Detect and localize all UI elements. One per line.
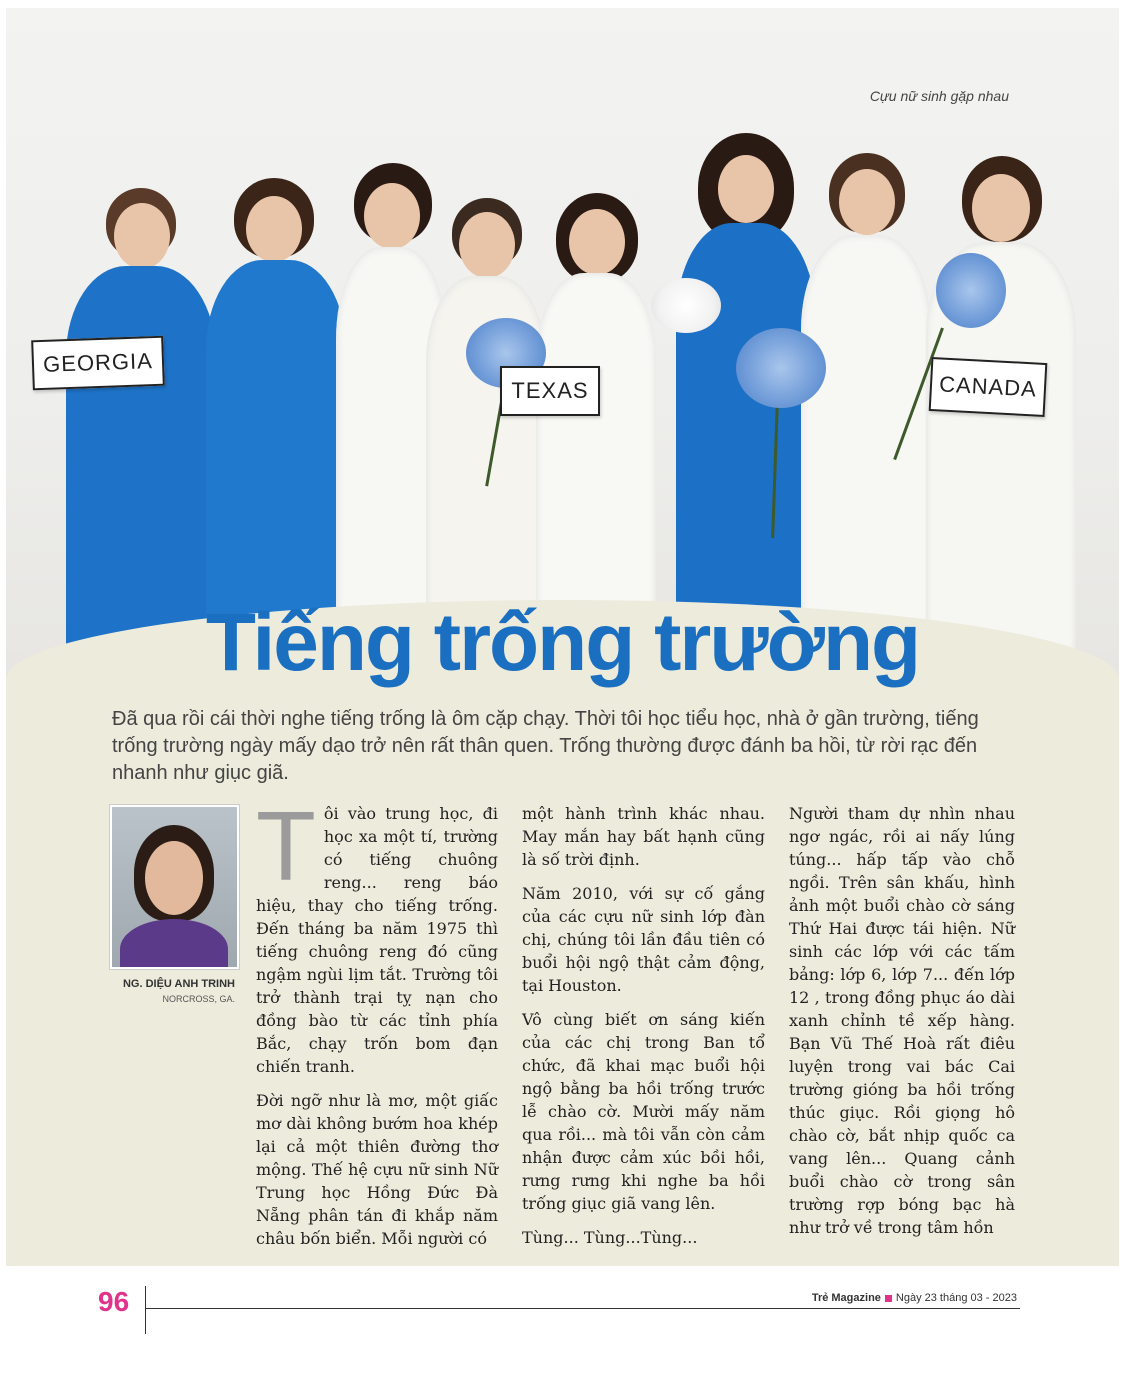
issue-date: Ngày 23 tháng 03 - 2023 — [895, 1292, 1017, 1304]
paragraph: Tùng... Tùng...Tùng... — [522, 1228, 698, 1247]
footer-divider — [145, 1286, 146, 1334]
article-column-3 — [789, 802, 1015, 1250]
hydrangea-flower — [736, 328, 826, 408]
white-flower — [651, 278, 721, 333]
footer-rule — [145, 1308, 1020, 1309]
sign-texas: TEXAS — [500, 366, 600, 416]
author-name: NG. DIỆU ANH TRINH — [122, 978, 235, 990]
lede-paragraph: Đã qua rồi cái thời nghe tiếng trống là ôm cặp chạy. Thời tôi học tiểu học, nhà ở gần trường, tiếng trống trường ngày mấy dạo trở nên rất thân quen. Trống thường được đánh ba hồi, từ rời rạc đến nhanh như giục giã. — [112, 708, 979, 784]
photo-caption: Cựu nữ sinh gặp nhau — [869, 88, 1009, 104]
author-location: NORCROSS, GA. — [162, 994, 235, 1004]
paragraph: một hành trình khác nhau. May mắn hay bất hạnh cũng là số trời định. — [522, 804, 765, 869]
page-number: 96 — [98, 1286, 130, 1317]
drop-cap: T — [256, 791, 316, 901]
author-photo — [110, 805, 239, 969]
headline: Tiếng trống trường — [205, 597, 920, 688]
article-column-1 — [256, 791, 498, 1261]
paragraph: Người tham dự nhìn nhau ngơ ngác, rồi ai nấy lúng túng... hấp tấp vào chỗ ngồi. Trên sân khấu, hình ảnh một buổi chào cờ sáng Thứ Hai được tái hiện. Nữ sinh các lớp với các tấm bảng: lớp 6, lớp 7... đến lớp 12 , trong đồng phục áo dài xanh chỉnh tề xếp hàng. Bạn Vũ Thế Hoà rất điêu luyện trong vai bác Cai trường gióng ba hồi trống thúc giục. Rồi giọng hô chào cờ, bắt nhịp quốc ca vang lên... Quang cảnh buổi chào cờ trong sân trường rợp bóng bạc hà như trở về trong tâm hồn — [789, 804, 1015, 1237]
paragraph: Vô cùng biết ơn sáng kiến của các chị trong Ban tổ chức, đã khai mạc buổi hội ngộ bằng ba hồi trống trước lễ chào cờ. Mười mấy năm qua rồi... mà tôi vẫn còn cảm nhận được cảm xúc bồi hồi, rưng rưng khi nghe ba hồi trống giục giã vang lên. — [522, 1010, 765, 1213]
page-footer — [0, 1266, 1125, 1384]
magazine-name: Trẻ Magazine — [811, 1292, 881, 1304]
paragraph: Đời ngỡ như là mơ, một giấc mơ dài không bướm hoa khép lại cả một thiên đường thơ mộng. Thế hệ cựu nữ sinh Nữ Trung học Hồng Đức Đà Nẵng phân tán đi khắp năm châu bốn biển. Mỗi người có — [256, 1091, 498, 1248]
sign-canada: CANADA — [929, 357, 1048, 417]
separator-square-icon — [885, 1295, 892, 1302]
footer-publication — [812, 1292, 1017, 1304]
sign-georgia: GEORGIA — [31, 336, 165, 391]
hydrangea-flower — [936, 253, 1006, 328]
paragraph: Năm 2010, với sự cố gắng của các cựu nữ sinh lớp đàn chị, chúng tôi lần đầu tiên có buổi hội ngộ thật cảm động, tại Houston. — [522, 884, 765, 995]
article-column-2 — [522, 802, 765, 1260]
paragraph: ôi vào trung học, đi học xa một tí, trường có tiếng chuông reng... reng báo hiệu, thay cho tiếng trống. Đến tháng ba năm 1975 thì tiếng chuông reng đó cũng ngậm ngùi lịm tắt. Trường tôi trở thành trại tỵ nạn cho đồng bào từ các tỉnh phía Bắc, chạy trốn bom đạn chiến tranh. — [256, 804, 498, 1076]
